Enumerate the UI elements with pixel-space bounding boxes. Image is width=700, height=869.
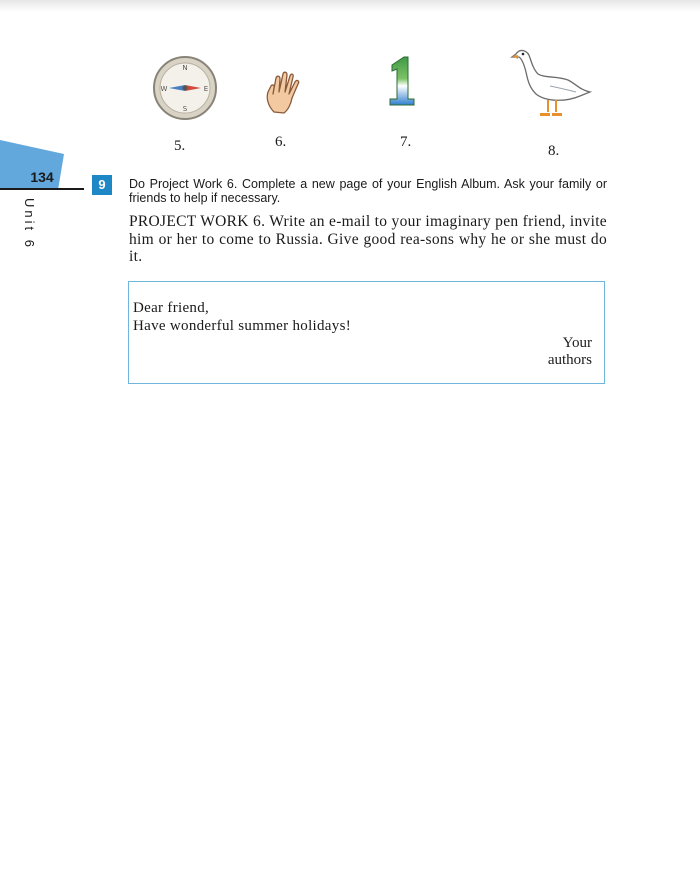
compass-icon	[152, 55, 218, 121]
compass-south-label: S	[182, 105, 188, 113]
compass-west-label: W	[160, 85, 168, 93]
project-work-text: PROJECT WORK 6. Write an e-mail to your imaginary pen friend, invite him or her to come to Russia. Give good rea-sons why he or she must do it.	[129, 213, 607, 265]
task-number-badge: 9	[92, 175, 112, 195]
letter-greeting: Dear friend,	[133, 300, 210, 316]
letter-body: Have wonderful summer holidays!	[133, 318, 351, 334]
picture-number-8: 8.	[548, 143, 560, 159]
letter-sign-line-1: Your	[562, 335, 592, 351]
goose-icon	[510, 44, 594, 120]
letter-box	[128, 281, 605, 384]
task-instruction: Do Project Work 6. Complete a new page of your English Album. Ask your family or friends to help if necessary.	[129, 177, 607, 205]
picture-number-5: 5.	[174, 138, 186, 154]
compass-east-label: E	[203, 85, 209, 93]
letter-sign-line-2: authors	[547, 352, 592, 368]
compass-north-label: N	[182, 64, 188, 72]
page-top-edge	[0, 0, 700, 12]
digit-one-icon	[384, 55, 418, 107]
unit-label: Unit 6	[22, 198, 37, 250]
unit-divider	[0, 188, 84, 190]
page-number: 134	[30, 169, 54, 185]
hand-icon	[262, 66, 308, 116]
picture-number-7: 7.	[400, 134, 412, 150]
picture-number-6: 6.	[275, 134, 287, 150]
